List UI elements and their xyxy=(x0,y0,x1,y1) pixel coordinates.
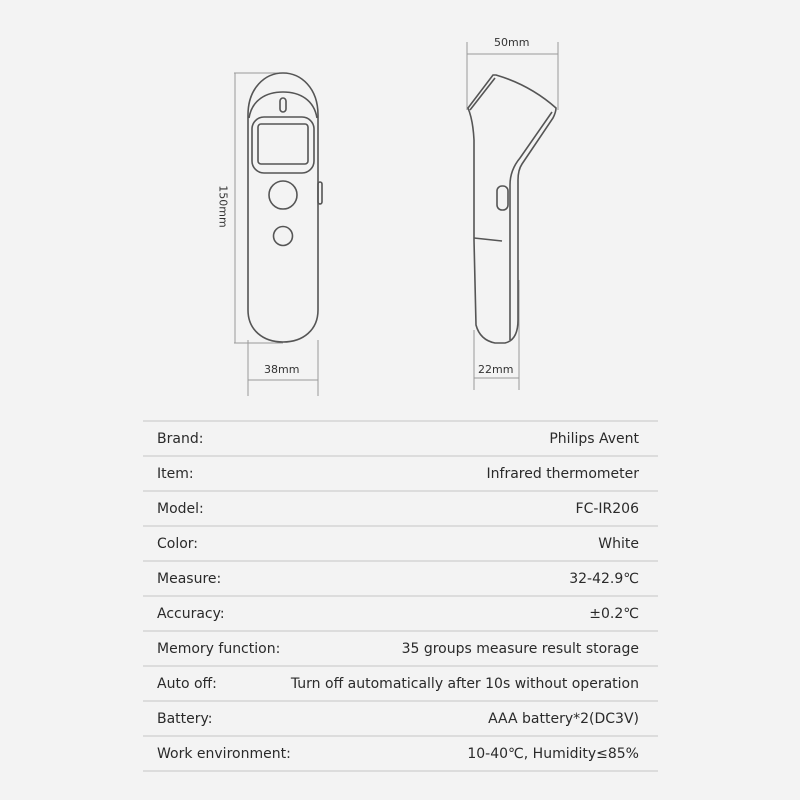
spec-value: FC-IR206 xyxy=(575,500,639,517)
spec-row-auto-off xyxy=(143,665,658,700)
spec-label: Color: xyxy=(157,535,199,552)
spec-value: Philips Avent xyxy=(549,430,639,447)
spec-label: Item: xyxy=(157,465,194,482)
spec-label: Memory function: xyxy=(157,640,281,657)
spec-label: Work environment: xyxy=(157,745,291,762)
spec-row-brand xyxy=(143,420,658,455)
spec-value: 32-42.9℃ xyxy=(569,570,639,587)
spec-label: Model: xyxy=(157,500,204,517)
spec-row-color xyxy=(143,525,658,560)
spec-row-memory xyxy=(143,630,658,665)
spec-label: Brand: xyxy=(157,430,204,447)
spec-row-model xyxy=(143,490,658,525)
spec-label: Battery: xyxy=(157,710,213,727)
spec-label: Measure: xyxy=(157,570,222,587)
spec-row-work-environment xyxy=(143,735,658,772)
front-height-label: 150mm xyxy=(216,185,230,228)
spec-value: Infrared thermometer xyxy=(486,465,639,482)
side-bottom-width-label: 22mm xyxy=(478,363,514,376)
spec-table xyxy=(143,420,658,772)
spec-label: Auto off: xyxy=(157,675,217,692)
spec-row-item xyxy=(143,455,658,490)
spec-value: Turn off automatically after 10s without operation xyxy=(290,675,639,692)
spec-value: 10-40℃, Humidity≤85% xyxy=(467,745,639,762)
spec-row-battery xyxy=(143,700,658,735)
spec-value: White xyxy=(598,535,639,552)
spec-value: 35 groups measure result storage xyxy=(401,640,639,657)
spec-label: Accuracy: xyxy=(157,605,225,622)
spec-row-accuracy xyxy=(143,595,658,630)
spec-row-measure xyxy=(143,560,658,595)
front-width-label: 38mm xyxy=(264,363,300,376)
side-top-width-label: 50mm xyxy=(494,36,530,49)
spec-value: ±0.2℃ xyxy=(589,605,639,622)
spec-value: AAA battery*2(DC3V) xyxy=(488,710,639,727)
